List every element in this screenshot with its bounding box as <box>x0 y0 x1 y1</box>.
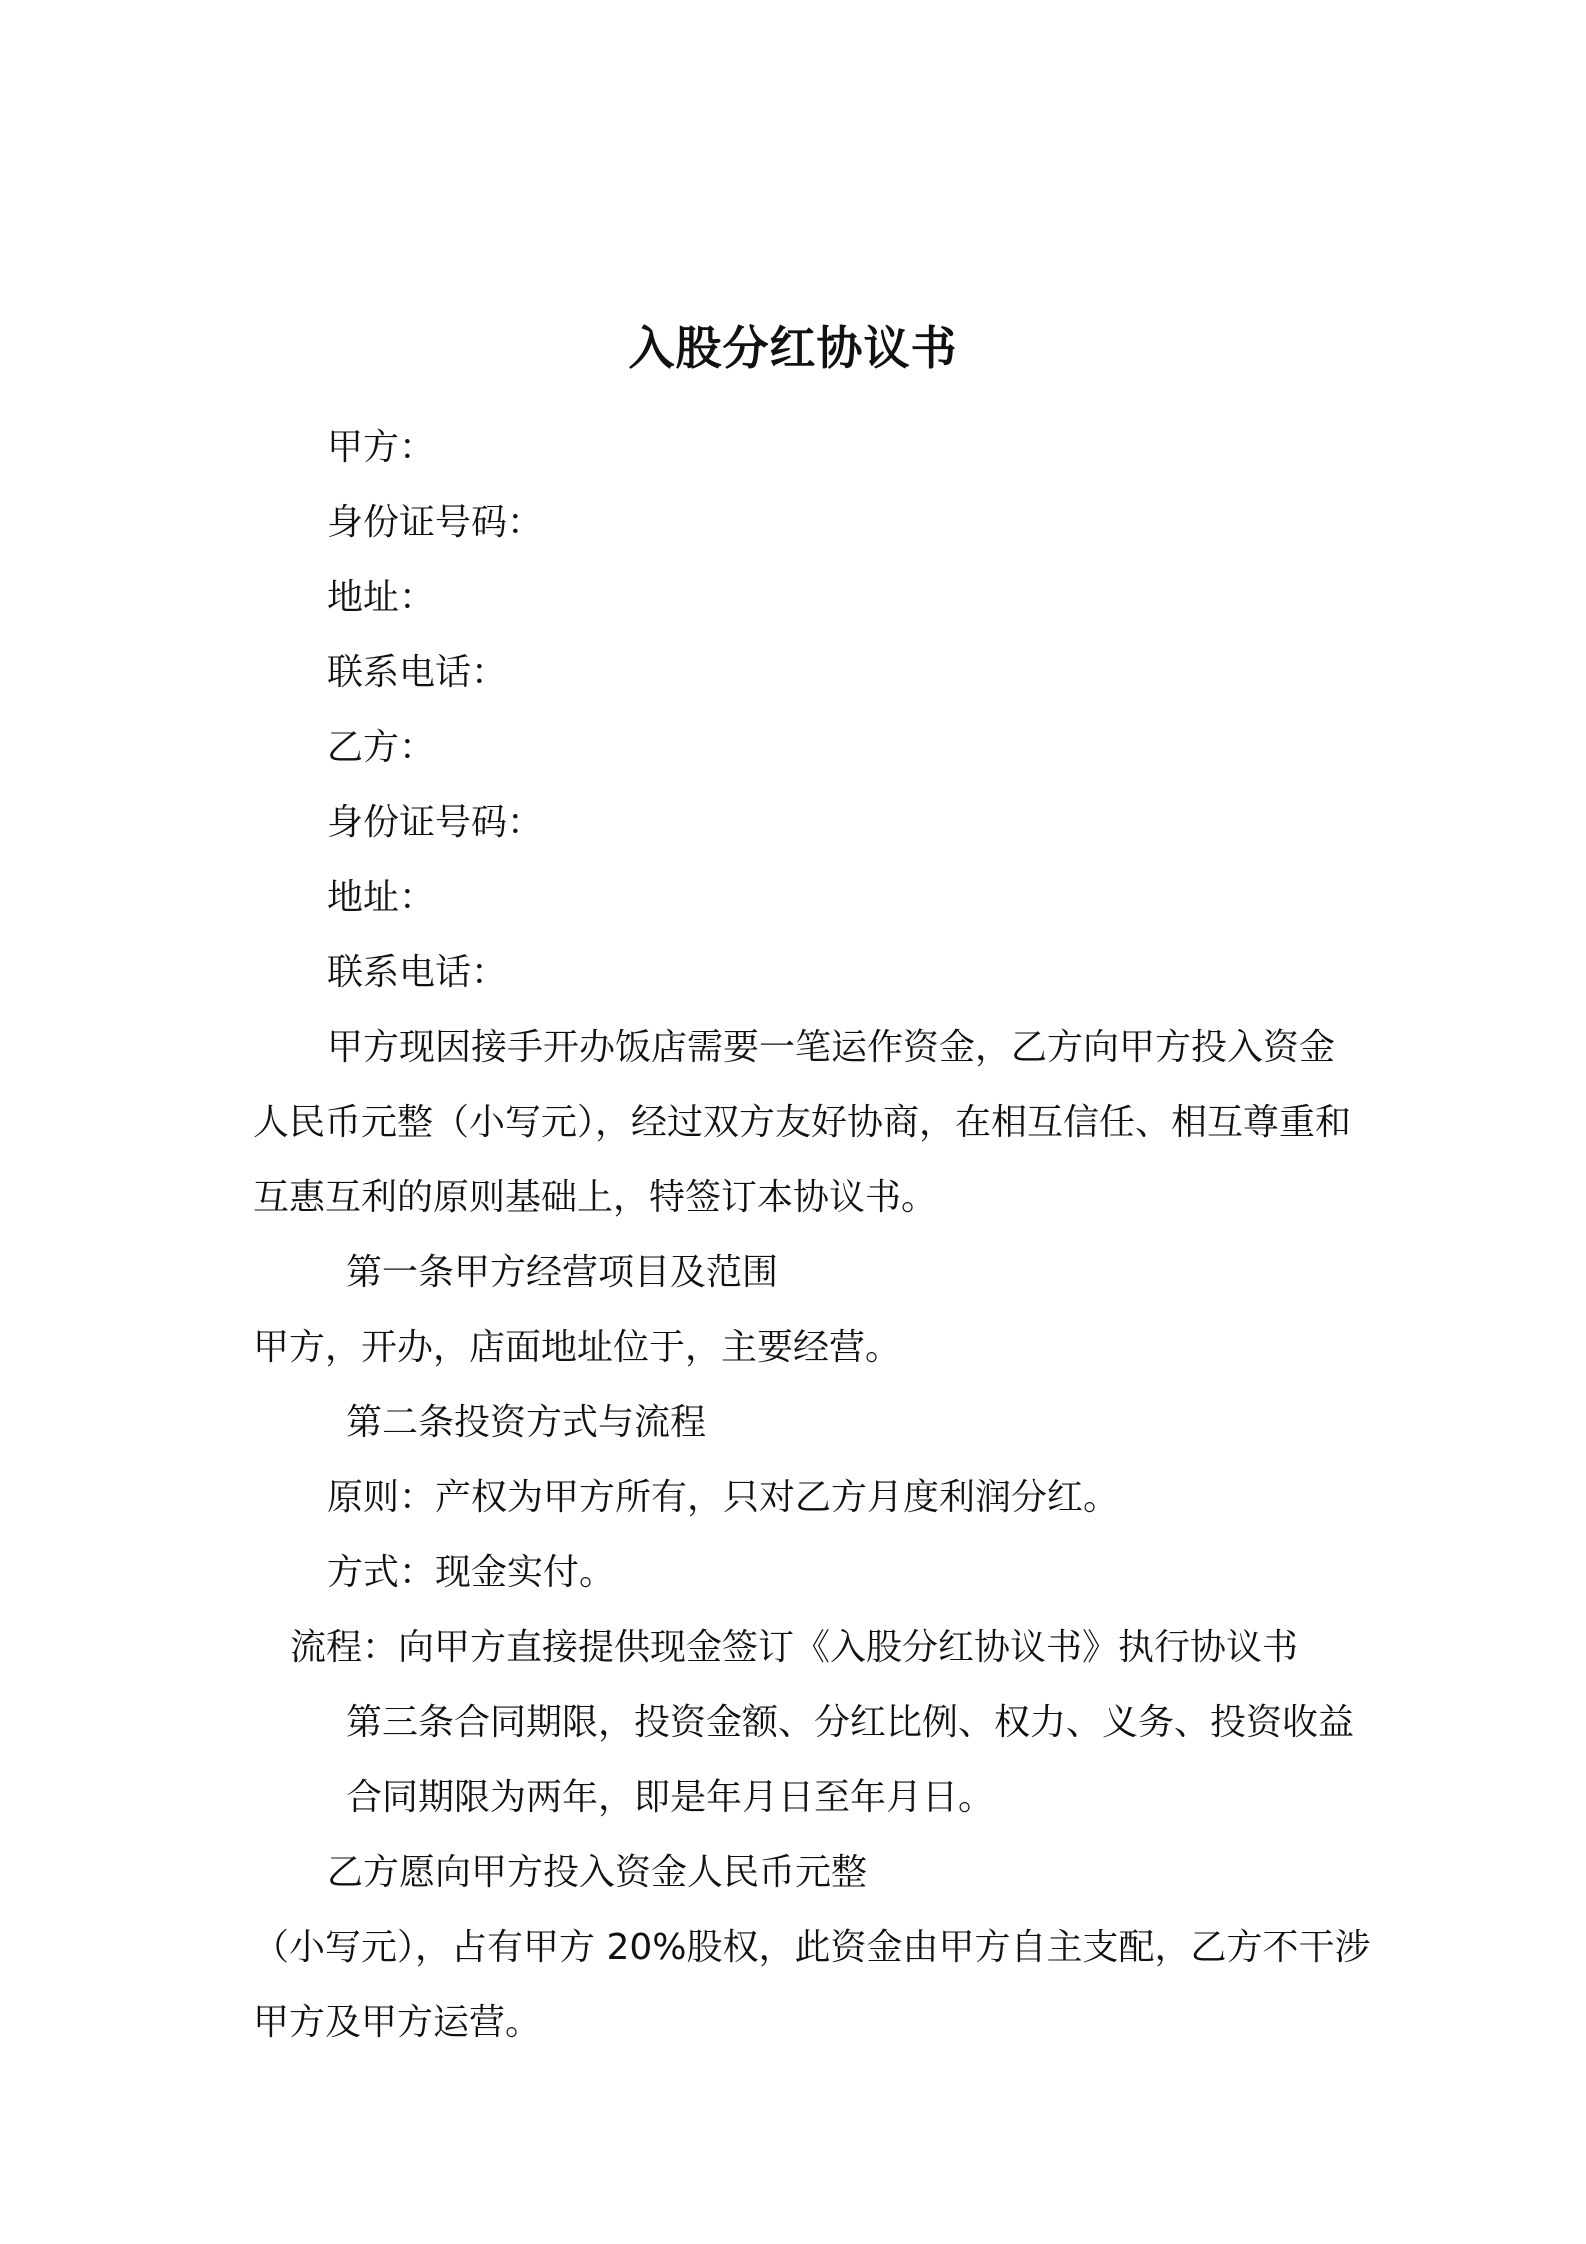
article-3-invest-line-1: 乙方愿向甲方投入资金人民币元整 <box>327 1852 868 1893</box>
article-1-heading: 第一条甲方经营项目及范围 <box>346 1252 779 1293</box>
intro-line-2: 人民币元整（小写元），经过双方友好协商，在相互信任、相互尊重和 <box>253 1102 1352 1143</box>
article-3-heading: 第三条合同期限，投资金额、分红比例、权力、义务、投资收益 <box>346 1702 1355 1743</box>
article-3-invest-line-3: 甲方及甲方运营。 <box>253 2002 542 2043</box>
party-b-name-label: 乙方： <box>327 727 436 768</box>
article-2-heading: 第二条投资方式与流程 <box>346 1402 707 1443</box>
party-b-phone-label: 联系电话： <box>327 952 508 993</box>
intro-line-1: 甲方现因接手开办饭店需要一笔运作资金，乙方向甲方投入资金 <box>327 1027 1336 1068</box>
party-b-address-label: 地址： <box>327 877 436 918</box>
article-3-term: 合同期限为两年，即是年月日至年月日。 <box>346 1777 995 1818</box>
document-title: 入股分红协议书 <box>628 321 958 375</box>
article-2-process: 流程：向甲方直接提供现金签订《入股分红协议书》执行协议书 <box>290 1627 1299 1668</box>
article-3-invest-line-2: （小写元），占有甲方 20%股权，此资金由甲方自主支配，乙方不干涉 <box>253 1927 1371 1968</box>
article-2-principle: 原则：产权为甲方所有，只对乙方月度利润分红。 <box>327 1477 1120 1518</box>
party-a-phone-label: 联系电话： <box>327 652 508 693</box>
party-b-id-label: 身份证号码： <box>327 802 544 843</box>
party-a-address-label: 地址： <box>327 577 436 618</box>
party-a-id-label: 身份证号码： <box>327 502 544 543</box>
article-1-body: 甲方，开办，店面地址位于，主要经营。 <box>253 1327 902 1368</box>
article-2-method: 方式：现金实付。 <box>327 1552 616 1593</box>
party-a-name-label: 甲方： <box>327 427 436 468</box>
intro-line-3: 互惠互利的原则基础上，特签订本协议书。 <box>253 1177 938 1218</box>
